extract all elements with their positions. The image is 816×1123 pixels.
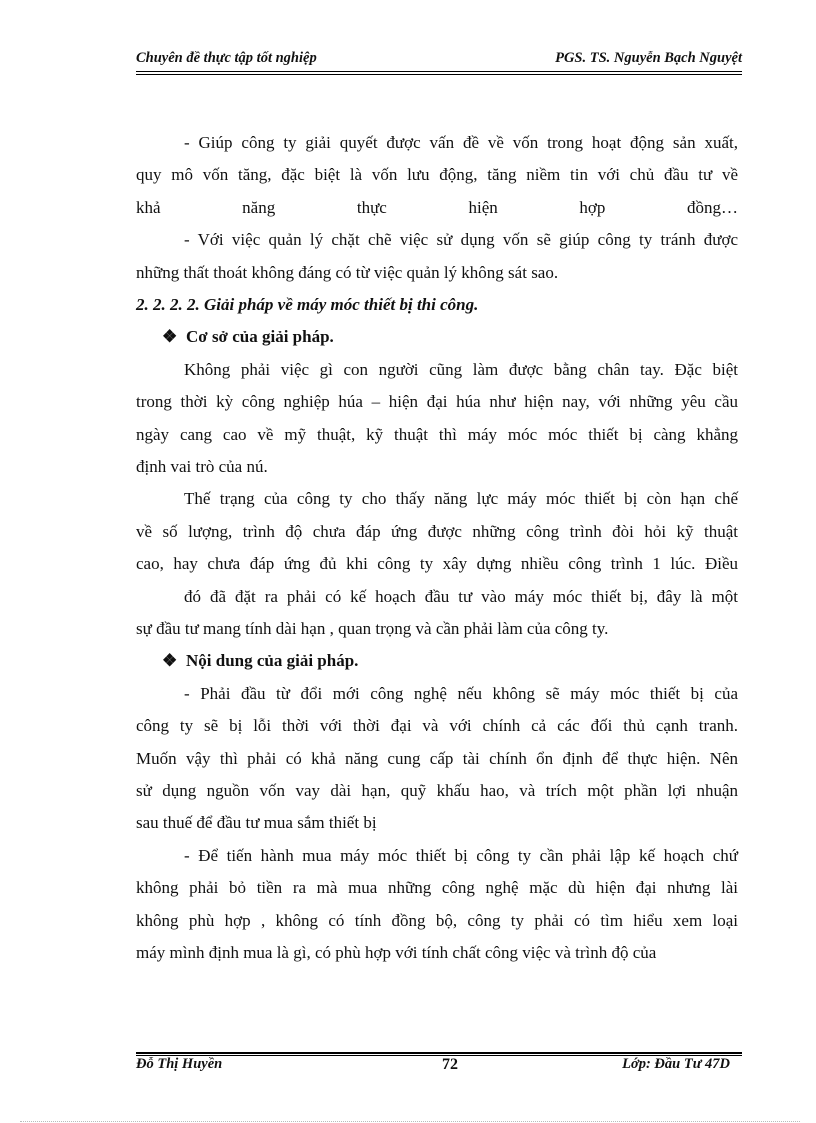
footer-author: Đỗ Thị Huyền	[136, 1056, 223, 1072]
section-heading: 2. 2. 2. 2. Giải pháp về máy móc thiết bị thi công.	[136, 295, 479, 314]
diamond-bullet-icon: ❖	[162, 651, 178, 670]
body-line: - Với việc quản lý chặt chẽ việc sử dụng vốn sẽ giúp công ty tránh được	[184, 230, 738, 249]
header-left-title: Chuyên đề thực tập tốt nghiệp	[136, 50, 317, 66]
body-line: ngày cang cao về mỹ thuật, kỹ thuật thì máy móc móc thiết bị càng khẳng	[136, 425, 738, 444]
body-line: - Giúp công ty giải quyết được vấn đề về vốn trong hoạt động sản xuất,	[184, 133, 738, 152]
body-line: những thất thoát không đáng có từ việc quản lý không sát sao.	[136, 263, 559, 282]
body-line: - Để tiến hành mua máy móc thiết bị công ty cần phải lập kế hoạch chứ	[184, 846, 738, 865]
body-line: không phải bỏ tiền ra mà mua những công nghệ mặc dù hiện đại nhưng lài	[136, 878, 738, 897]
body-line: định vai trò của nú.	[136, 457, 268, 476]
page-header	[136, 48, 742, 70]
body-line: không phù hợp , không có tính đồng bộ, công ty phải có tìm hiểu xem loại	[136, 911, 738, 930]
header-right-author: PGS. TS. Nguyễn Bạch Nguyệt	[555, 50, 742, 66]
body-line: công ty sẽ bị lỗi thời với thời đại và với chính cả các đối thủ cạnh tranh.	[136, 716, 738, 735]
body-line: Thế trạng của công ty cho thấy năng lực máy móc thiết bị còn hạn chế	[184, 489, 738, 508]
page-number: 72	[442, 1056, 458, 1073]
page-edge-dotted-line	[20, 1121, 800, 1122]
body-line: Muốn vậy thì phải có khả năng cung cấp tài chính ổn định để thực hiện. Nên	[136, 749, 738, 768]
subheading-content	[162, 650, 562, 672]
body-line: về số lượng, trình độ chưa đáp ứng được những công trình đòi hỏi kỹ thuật	[136, 522, 738, 541]
body-line: đó đã đặt ra phải có kế hoạch đầu tư vào máy móc thiết bị, đây là một	[184, 587, 738, 606]
body-line: Không phải việc gì con người cũng làm được bằng chân tay. Đặc biệt	[184, 360, 738, 379]
subheading-label: Nội dung của giải pháp.	[186, 651, 359, 670]
footer-class: Lớp: Đầu Tư 47D	[622, 1056, 730, 1072]
body-line: sự đầu tư mang tính dài hạn , quan trọng và cần phải làm của công ty.	[136, 619, 609, 638]
header-rule	[136, 71, 742, 72]
body-line: trong thời kỳ công nghiệp húa – hiện đại húa như hiện nay, với những yêu cầu	[136, 392, 738, 411]
subheading-basis	[162, 326, 562, 348]
body-line: - Phải đầu từ đổi mới công nghệ nếu không sẽ máy móc thiết bị của	[184, 684, 738, 703]
subheading-label: Cơ sở của giải pháp.	[186, 327, 334, 346]
body-line: máy mình định mua là gì, có phù hợp với tính chất công việc và trình độ của	[136, 943, 657, 962]
body-line: quy mô vốn tăng, đặc biệt là vốn lưu động, tăng niềm tin với chủ đầu tư về	[136, 165, 738, 184]
body-line: sau thuế để đầu tư mua sắm thiết bị	[136, 813, 377, 832]
body-line: khả năng thực hiện hợp đồng…	[136, 198, 738, 217]
body-line: cao, hay chưa đáp ứng đủ khi công ty xây dựng nhiều công trình 1 lúc. Điều	[136, 554, 738, 573]
footer-rule	[136, 1052, 742, 1054]
page-footer	[136, 1056, 742, 1078]
header-rule-thin	[136, 74, 742, 75]
diamond-bullet-icon: ❖	[162, 327, 178, 346]
body-line: sử dụng nguồn vốn vay dài hạn, quỹ khấu hao, và trích một phần lợi nhuận	[136, 781, 738, 800]
